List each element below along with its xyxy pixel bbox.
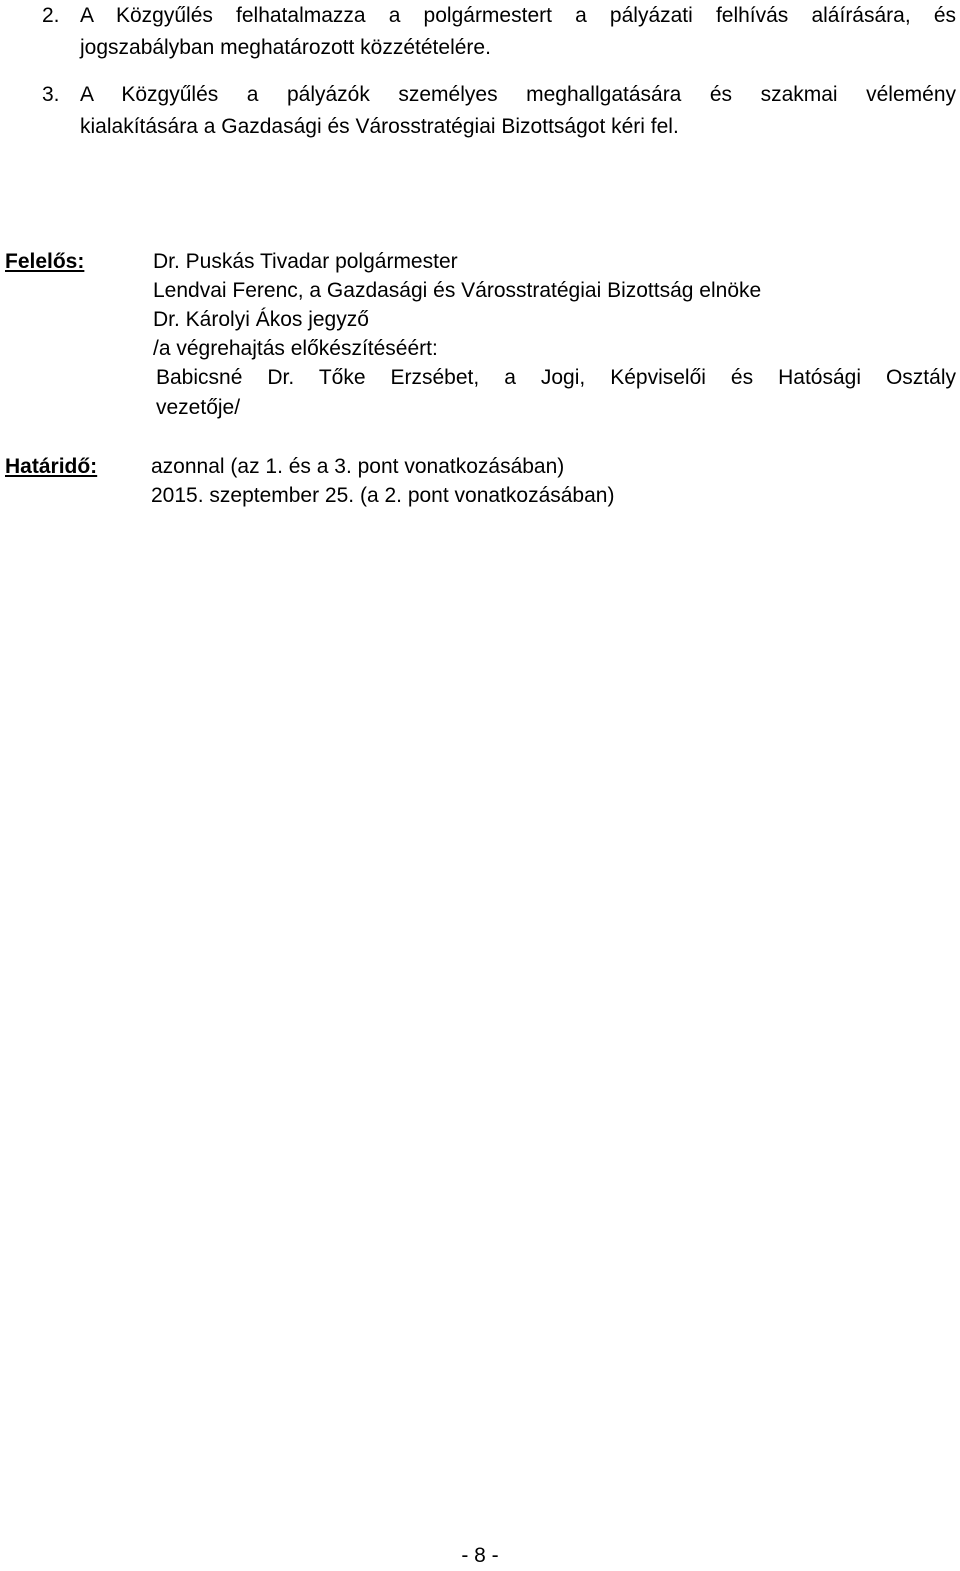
deadline-list bbox=[151, 452, 614, 510]
list-item-2 bbox=[0, 0, 956, 64]
deadline-line: 2015. szeptember 25. (a 2. pont vonatkozásában) bbox=[151, 484, 615, 507]
responsible-label: Felelős: bbox=[5, 250, 85, 273]
list-item-line: A Közgyűlés felhatalmazza a polgármestert a pályázati felhívás aláírására, és bbox=[80, 4, 956, 27]
list-item-3 bbox=[0, 79, 956, 143]
responsible-line: /a végrehajtás előkészítéséért: bbox=[153, 337, 438, 360]
responsible-line: Dr. Károlyi Ákos jegyző bbox=[153, 308, 369, 331]
responsible-line bbox=[153, 363, 956, 393]
deadline-line: azonnal (az 1. és a 3. pont vonatkozásában) bbox=[151, 455, 565, 478]
responsible-line: vezetője/ bbox=[156, 396, 241, 419]
page-number: - 8 - bbox=[461, 1544, 499, 1567]
list-item-number: 2. bbox=[42, 4, 60, 27]
responsible-line: Dr. Puskás Tivadar polgármester bbox=[153, 250, 458, 273]
list-item-number: 3. bbox=[42, 83, 60, 106]
list-item-text bbox=[80, 79, 956, 143]
list-item-line: kialakítására a Gazdasági és Városstratégiai Bizottságot kéri fel. bbox=[80, 115, 679, 138]
responsible-list bbox=[153, 247, 956, 422]
list-item-text bbox=[80, 0, 956, 64]
list-item-line: jogszabályban meghatározott közzétételére. bbox=[80, 36, 491, 59]
responsible-justified-line bbox=[156, 363, 956, 393]
list-item-line: A Közgyűlés a pályázók személyes meghallgatására és szakmai vélemény bbox=[80, 83, 956, 106]
deadline-label: Határidő: bbox=[5, 455, 98, 478]
responsible-line: Lendvai Ferenc, a Gazdasági és Városstratégiai Bizottság elnöke bbox=[153, 279, 762, 302]
responsible-line-text: Babicsné Dr. Tőke Erzsébet, a Jogi, Képviselői és Hatósági Osztály bbox=[156, 366, 956, 389]
